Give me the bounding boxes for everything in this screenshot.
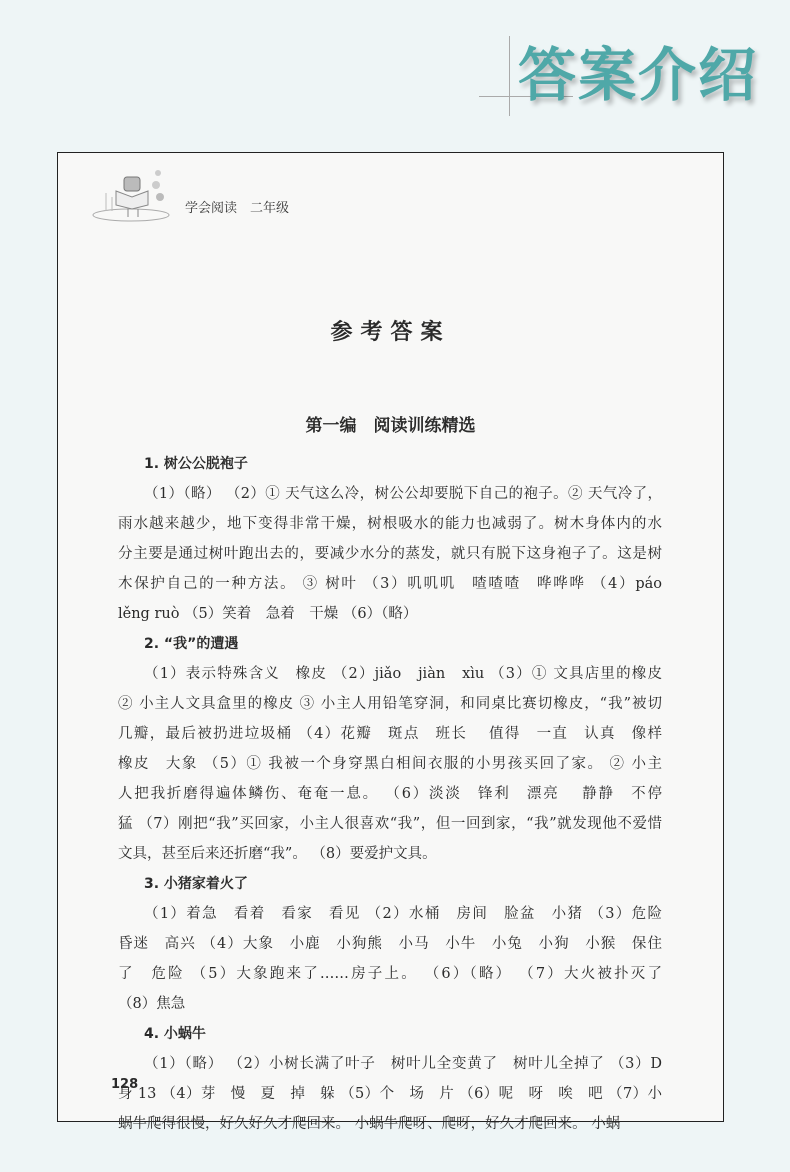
section-heading: 2. “我”的遭遇: [144, 636, 239, 652]
answer-line: 雨水越来越少，地下变得非常干燥，树根吸水的能力也减弱了。树木身体内的水: [118, 516, 662, 532]
answer-line: 文具，甚至后来还折磨“我”。 （8）要爱护文具。: [118, 846, 437, 862]
answer-line: 几瓣，最后被扔进垃圾桶 （4）花瓣 斑点 班长 值得 一直 认真 像样: [118, 726, 662, 742]
answer-line: 猛 （7）刚把“我”买回家，小主人很喜欢“我”，但一回到家，“我”就发现他不爱惜: [118, 816, 662, 832]
section-heading: 4. 小蜗牛: [144, 1026, 206, 1042]
answer-line: 身 13 （4）芽 慢 夏 掉 躲 （5）个 场 片 （6）呢 呀 唉 吧 （7）小: [118, 1086, 662, 1102]
book-page: [57, 152, 724, 1132]
answer-line: 木保护自己的一种方法。 ③ 树叶 （3）叽叽叽 喳喳喳 哗哗哗 （4）páo: [118, 576, 662, 592]
section-heading: 1. 树公公脱袍子: [144, 456, 248, 472]
decorative-vertical-line: [509, 36, 510, 116]
running-header: 学会阅读 二年级: [185, 201, 290, 216]
answer-line: 蜗牛爬得很慢，好久好久才爬回来。 小蜗牛爬呀、爬呀，好久才爬回来。 小蜗: [118, 1116, 621, 1132]
answer-line: （8）焦急: [118, 996, 186, 1012]
answer-line: 昏迷 高兴 （4）大象 小鹿 小狗熊 小马 小牛 小兔 小狗 小猴 保住: [118, 936, 662, 952]
answer-line: 分主要是通过树叶跑出去的，要减少水分的蒸发，就只有脱下这身袍子了。这是树: [118, 546, 662, 562]
banner-title: 答案介绍: [518, 41, 759, 109]
part-title: 第一编 阅读训练精选: [305, 416, 476, 436]
answer-line: lěng ruò （5）笑着 急着 干燥 （6）（略）: [118, 606, 418, 622]
answer-line: （1）表示特殊含义 橡皮 （2）jiǎo jiàn xìu （3）① 文具店里的橡皮: [144, 666, 662, 682]
answer-line: ② 小主人文具盒里的橡皮 ③ 小主人用铅笔穿洞，和同桌比赛切橡皮，“我”被切: [118, 696, 662, 712]
answer-line: 人把我折磨得遍体鳞伤、奄奄一息。 （6）淡淡 锋利 漂亮 静静 不停: [118, 786, 662, 802]
page-title: 参考答案: [330, 320, 451, 345]
page-number: 128: [111, 1077, 139, 1092]
answer-line: 橡皮 大象 （5）① 我被一个身穿黑白相间衣服的小男孩买回了家。 ② 小主: [118, 756, 662, 772]
answer-body: [118, 449, 662, 1139]
answer-line: （1）着急 看着 看家 看见 （2）水桶 房间 脸盆 小猪 （3）危险: [144, 906, 662, 922]
answer-line: 了 危险 （5）大象跑来了……房子上。 （6）（略） （7）大火被扑灭了: [118, 966, 662, 982]
answer-line: （1）（略） （2）① 天气这么冷，树公公却要脱下自己的袍子。② 天气冷了，: [144, 486, 662, 502]
reading-child-illustration-icon: [86, 163, 176, 223]
section-heading: 3. 小猪家着火了: [144, 876, 248, 892]
answer-line: （1）（略） （2）小树长满了叶子 树叶儿全变黄了 树叶儿全掉了 （3）D: [144, 1056, 662, 1072]
